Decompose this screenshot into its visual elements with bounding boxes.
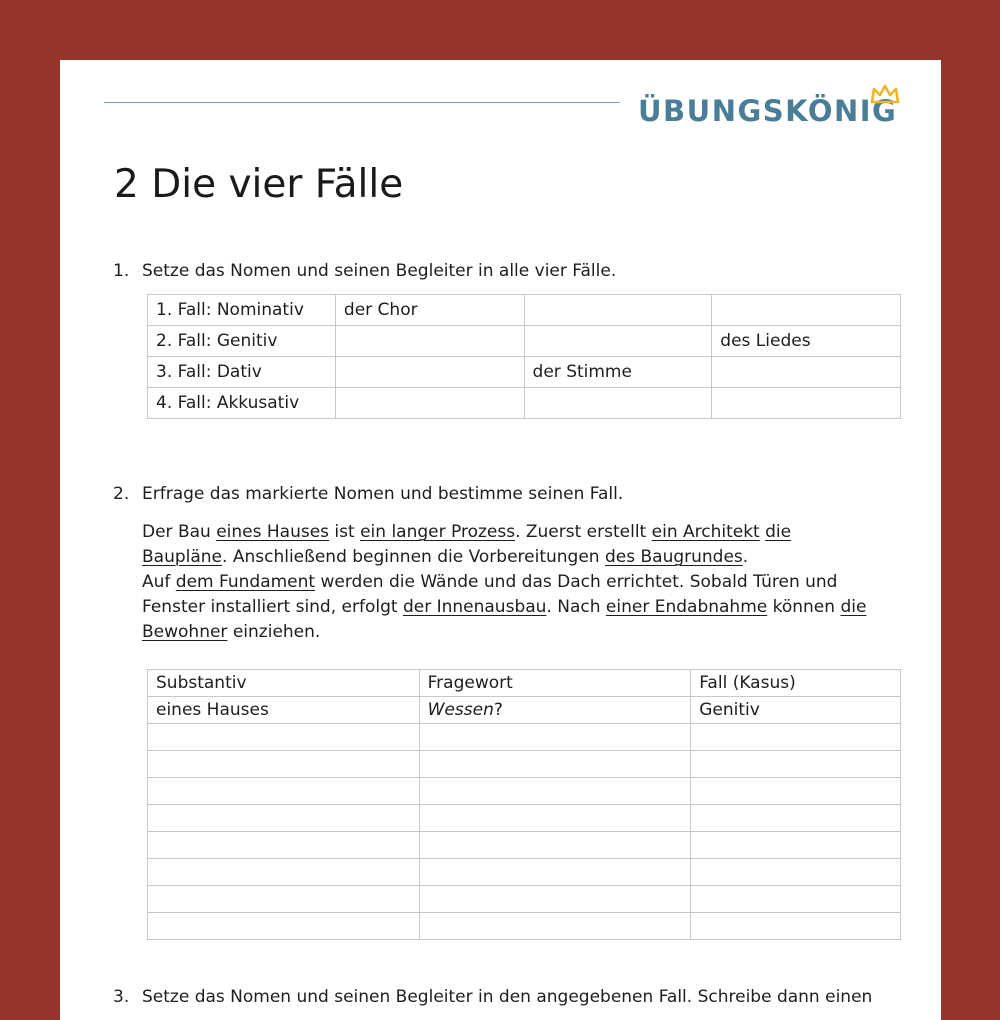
brand-logo	[638, 94, 897, 128]
task-3-instruction	[113, 987, 872, 1007]
answer-cell[interactable]	[691, 913, 901, 940]
paragraph-line	[142, 595, 912, 620]
text-segment: . Anschließend beginnen die Vorbereitungen	[222, 547, 605, 567]
table-cell[interactable]	[335, 357, 524, 388]
table-cell[interactable]	[712, 295, 901, 326]
table-cell: 4. Fall: Akkusativ	[148, 388, 336, 419]
question-mark: ?	[493, 700, 503, 720]
table-cell[interactable]	[712, 357, 901, 388]
marked-noun: des Baugrundes	[604, 547, 743, 567]
empty-answer-row	[148, 778, 901, 805]
answer-cell[interactable]	[419, 805, 691, 832]
table-cell	[419, 697, 691, 724]
table-cell[interactable]	[335, 326, 524, 357]
answer-cell[interactable]	[691, 805, 901, 832]
text-segment: Der Bau	[142, 522, 217, 542]
answer-cell[interactable]	[691, 724, 901, 751]
task-number: 1.	[113, 261, 130, 281]
page-title: 2 Die vier Fälle	[114, 162, 404, 207]
task-number: 3.	[113, 987, 130, 1007]
answer-cell[interactable]	[419, 832, 691, 859]
answer-cell[interactable]	[691, 859, 901, 886]
answer-cell[interactable]	[148, 778, 420, 805]
task-1-instruction	[113, 261, 616, 281]
logo-text: ÜBUNGSKÖNIG	[638, 94, 898, 128]
answer-cell[interactable]	[691, 832, 901, 859]
empty-answer-row	[148, 859, 901, 886]
column-header: Fall (Kasus)	[691, 670, 901, 697]
table-row	[148, 326, 901, 357]
answer-cell[interactable]	[419, 859, 691, 886]
answer-cell[interactable]	[148, 832, 420, 859]
table-row	[148, 295, 901, 326]
task-text: Setze das Nomen und seinen Begleiter in alle vier Fälle.	[142, 261, 617, 281]
text-segment: Fenster installiert sind, erfolgt	[142, 597, 403, 617]
task-2-instruction	[113, 484, 623, 504]
column-header: Fragewort	[419, 670, 691, 697]
question-word: Wessen	[427, 700, 494, 720]
answer-cell[interactable]	[148, 751, 420, 778]
answer-cell[interactable]	[148, 886, 420, 913]
paragraph-line	[142, 545, 912, 570]
table-cell: eines Hauses	[148, 697, 420, 724]
marked-noun: die	[765, 522, 792, 542]
header-rule	[104, 102, 620, 103]
example-row	[148, 697, 901, 724]
task-2-paragraph	[142, 520, 912, 645]
paragraph-line	[142, 570, 912, 595]
answer-cell[interactable]	[148, 805, 420, 832]
answer-cell[interactable]	[419, 724, 691, 751]
crown-icon	[870, 84, 900, 104]
table-cell: Genitiv	[691, 697, 901, 724]
table-row	[148, 357, 901, 388]
empty-answer-row	[148, 886, 901, 913]
text-segment: . Nach	[546, 597, 606, 617]
table-cell[interactable]	[712, 388, 901, 419]
analysis-table	[147, 669, 901, 940]
empty-answer-row	[148, 805, 901, 832]
marked-noun: ein Architekt	[651, 522, 760, 542]
empty-answer-row	[148, 913, 901, 940]
answer-cell[interactable]	[148, 859, 420, 886]
paragraph-line	[142, 520, 912, 545]
table-row	[148, 388, 901, 419]
table-cell[interactable]	[524, 326, 712, 357]
empty-answer-row	[148, 724, 901, 751]
task-text: Erfrage das markierte Nomen und bestimme seinen Fall.	[142, 484, 624, 504]
table-cell[interactable]: der Stimme	[524, 357, 712, 388]
marked-noun: einer Endabnahme	[605, 597, 768, 617]
cases-table	[147, 294, 901, 419]
marked-noun: dem Fundament	[175, 572, 316, 592]
answer-cell[interactable]	[691, 751, 901, 778]
table-cell[interactable]: des Liedes	[712, 326, 901, 357]
table-cell[interactable]	[335, 388, 524, 419]
answer-cell[interactable]	[419, 751, 691, 778]
marked-noun: der Innenausbau	[402, 597, 547, 617]
answer-cell[interactable]	[419, 913, 691, 940]
text-segment: können	[767, 597, 841, 617]
table-cell: 1. Fall: Nominativ	[148, 295, 336, 326]
table-cell: 3. Fall: Dativ	[148, 357, 336, 388]
marked-noun: ein langer Prozess	[360, 522, 516, 542]
marked-noun: die	[840, 597, 867, 617]
text-segment: ist	[329, 522, 361, 542]
text-segment: . Zuerst erstellt	[515, 522, 652, 542]
answer-cell[interactable]	[148, 913, 420, 940]
paragraph-line	[142, 620, 912, 645]
answer-cell[interactable]	[691, 886, 901, 913]
table-cell[interactable]: der Chor	[335, 295, 524, 326]
table-cell[interactable]	[524, 388, 712, 419]
text-segment: werden die Wände und das Dach errichtet. Sobald Türen und	[315, 572, 838, 592]
marked-noun: Baupläne	[142, 547, 223, 567]
text-segment: einziehen.	[227, 622, 321, 642]
marked-noun: eines Hauses	[216, 522, 330, 542]
table-cell[interactable]	[524, 295, 712, 326]
answer-cell[interactable]	[148, 724, 420, 751]
table-cell: 2. Fall: Genitiv	[148, 326, 336, 357]
task-text: Setze das Nomen und seinen Begleiter in den angegebenen Fall. Schreibe dann einen	[142, 987, 873, 1007]
empty-answer-row	[148, 832, 901, 859]
column-header: Substantiv	[148, 670, 420, 697]
answer-cell[interactable]	[691, 778, 901, 805]
answer-cell[interactable]	[419, 778, 691, 805]
worksheet-page	[60, 60, 941, 1020]
text-segment: .	[742, 547, 749, 567]
empty-answer-row	[148, 751, 901, 778]
text-segment: Auf	[142, 572, 176, 592]
table-header-row	[148, 670, 901, 697]
task-number: 2.	[113, 484, 130, 504]
marked-noun: Bewohner	[142, 622, 228, 642]
answer-cell[interactable]	[419, 886, 691, 913]
